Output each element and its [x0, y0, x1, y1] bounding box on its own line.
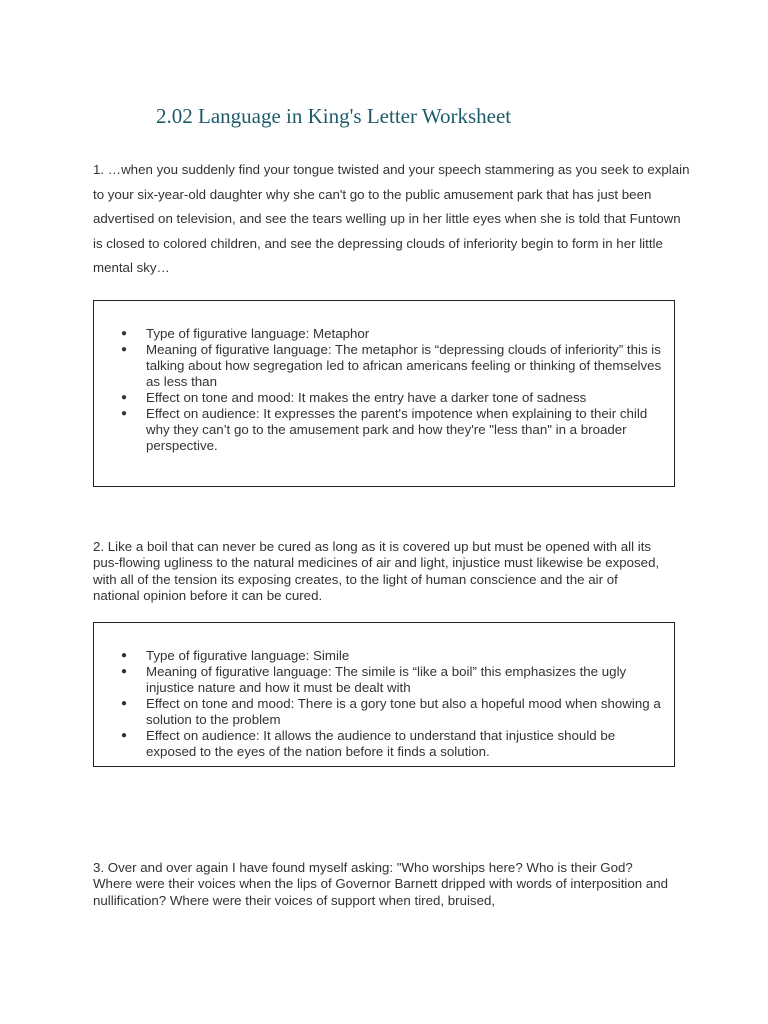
question-3-quote: 3. Over and over again I have found myself asking: "Who worships here? Who is their God? Where were their voices when the lips of Governor Barnett dripped with words of interposition and nullification? Where were their voices of support when tired, bruised, — [93, 860, 669, 908]
bullet-text: Type of figurative language: Simile — [146, 648, 350, 663]
answer-list-1 — [94, 301, 674, 454]
bullet-text: Type of figurative language: Metaphor — [146, 326, 370, 341]
question-1-quote: 1. …when you suddenly find your tongue twisted and your speech stammering as you seek to explain to your six-year-old daughter why she can't go to the public amusement park that has just been advertised on television, and see the tears welling up in her little eyes when she is told that Funtown is closed to colored children, and see the depressing clouds of inferiority begin to form in her little mental sky… — [93, 162, 690, 275]
answer-box-2 — [93, 622, 675, 767]
bullet-icon: ● — [121, 344, 128, 355]
answer-box-1 — [93, 300, 675, 487]
list-item — [94, 664, 674, 696]
page-title: 2.02 Language in King's Letter Worksheet — [156, 104, 512, 128]
bullet-text: Meaning of figurative language: The metaphor is “depressing clouds of inferiority” this is talking about how segregation led to african americans feeling or thinking of themselves as less than — [146, 342, 662, 389]
list-item — [94, 406, 674, 454]
bullet-icon: ● — [121, 328, 128, 339]
bullet-icon: ● — [121, 650, 128, 661]
bullet-icon: ● — [121, 730, 128, 741]
bullet-icon: ● — [121, 698, 128, 709]
list-item — [94, 696, 674, 728]
bullet-text: Effect on tone and mood: There is a gory tone but also a hopeful mood when showing a solution to the problem — [146, 696, 661, 727]
bullet-text: Effect on tone and mood: It makes the entry have a darker tone of sadness — [146, 390, 587, 405]
list-item — [94, 648, 674, 664]
bullet-text: Meaning of figurative language: The simile is “like a boil” this emphasizes the ugly injustice nature and how it must be dealt with — [146, 664, 627, 695]
list-item — [94, 390, 674, 406]
list-item — [94, 326, 674, 342]
list-item — [94, 728, 674, 760]
bullet-icon: ● — [121, 666, 128, 677]
bullet-text: Effect on audience: It allows the audience to understand that injustice should be exposed to the eyes of the nation before it finds a solution. — [146, 728, 616, 759]
bullet-icon: ● — [121, 408, 128, 419]
list-item — [94, 342, 674, 390]
answer-list-2 — [94, 623, 674, 760]
bullet-icon: ● — [121, 392, 128, 403]
question-2-quote: 2. Like a boil that can never be cured as long as it is covered up but must be opened with all its pus-flowing ugliness to the natural medicines of air and light, injustice must likewise be exposed, with all of the tension its exposing creates, to the light of human conscience and the air of national opinion before it can be cured. — [93, 539, 660, 603]
bullet-text: Effect on audience: It expresses the parent's impotence when explaining to their child why they can’t go to the amusement park and how they're "less than" in a broader perspective. — [146, 406, 648, 453]
